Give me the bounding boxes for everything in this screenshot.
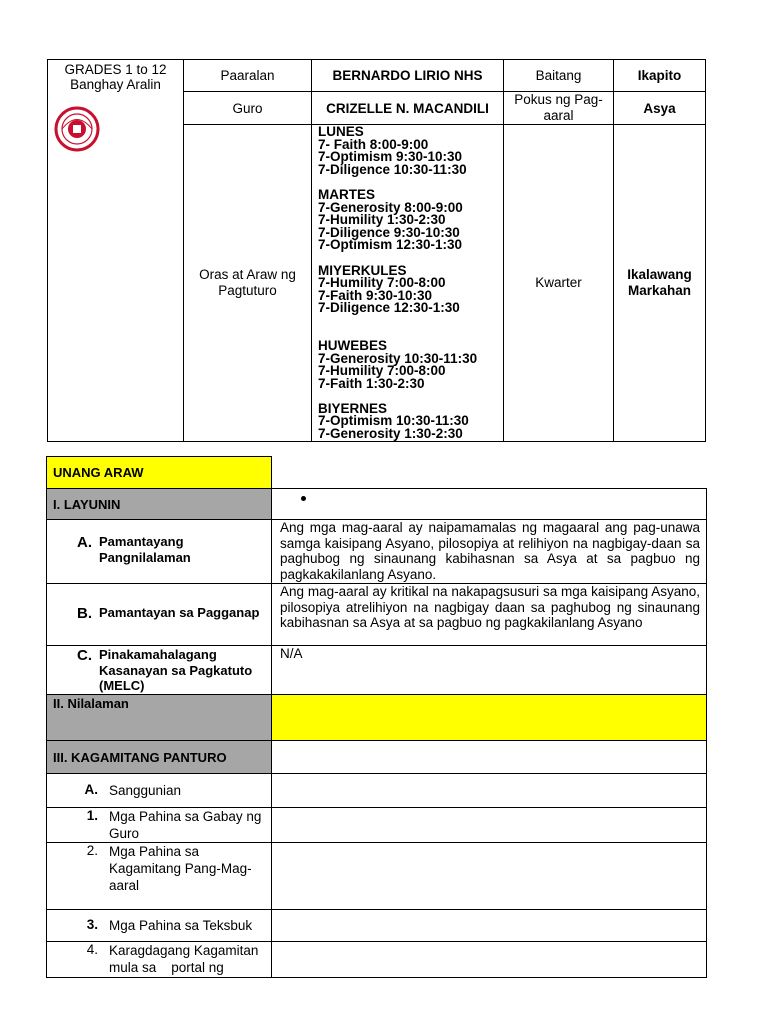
kagamitang-mag-aaral-content	[272, 843, 707, 910]
grades-cell	[48, 60, 184, 442]
letter-a: A.	[77, 534, 92, 551]
item-3-number: 3.	[86, 917, 98, 932]
oras-label: Oras at Araw ng Pagtuturo	[184, 125, 312, 442]
schedule-item: 7- Faith 8:00-9:00	[318, 136, 429, 152]
day-miyerkules: MIYERKULES	[318, 262, 407, 278]
lesson-plan-table	[46, 456, 707, 978]
layunin-content	[272, 489, 707, 520]
letter-a-sanggunian: A.	[84, 782, 98, 797]
paaralan-label: Paaralan	[184, 60, 312, 92]
kagamitan-header: III. KAGAMITANG PANTURO	[47, 741, 272, 774]
bullet-icon	[301, 496, 306, 501]
kagamitan-content	[272, 741, 707, 774]
paaralan-value: BERNARDO LIRIO NHS	[312, 60, 504, 92]
item-4-number: 4.	[86, 942, 98, 957]
schedule-item: 7-Generosity 1:30-2:30	[318, 426, 463, 442]
pokus-label: Pokus ng Pag-aaral	[504, 92, 614, 125]
guro-value: CRIZELLE N. MACANDILI	[312, 92, 504, 125]
melc-text: N/A	[272, 646, 707, 695]
melc-row	[47, 646, 272, 695]
kagamitang-mag-aaral-row	[47, 843, 272, 910]
teksbuk-label: Mga Pahina sa Teksbuk	[109, 918, 253, 933]
day-biyernes: BIYERNES	[318, 400, 388, 416]
baitang-label: Baitang	[504, 60, 614, 92]
item-2-number: 2.	[86, 843, 98, 858]
kwarter-label: Kwarter	[504, 125, 614, 442]
teksbuk-content	[272, 910, 707, 942]
layunin-header: I. LAYUNIN	[47, 489, 272, 520]
karagdagang-kagamitan-content	[272, 942, 707, 978]
schedule-item: 7-Humility 1:30-2:30	[318, 212, 446, 228]
karagdagang-kagamitan-row	[47, 942, 272, 978]
pamantayang-pangnilalaman-row	[47, 520, 272, 584]
pamantayan-sa-pagganap-row	[47, 584, 272, 646]
schedule-cell	[312, 125, 504, 442]
gabay-guro-label: Mga Pahina sa Gabay ng Guro	[109, 809, 262, 841]
schedule-item: 7-Diligence 10:30-11:30	[318, 161, 467, 177]
baitang-value: Ikapito	[614, 60, 706, 92]
pamantayang-pangnilalaman-text: Ang mga mag-aaral ay naipamamalas ng magaaral ang pag-unawa samga kaisipang Asyano, pilosopiya at relihiyon na nagbigay-daan sa paghubog ng sinaunang kabihasnan sa Asya at sa pagbuo ng pagkakakilanlang Asyano.	[272, 520, 707, 584]
item-1-number: 1.	[86, 808, 98, 823]
teksbuk-row	[47, 910, 272, 942]
pamantayang-pangnilalaman-label: Pamantayang Pangnilalaman	[99, 534, 191, 565]
schedule-item: 7-Diligence 9:30-10:30	[318, 224, 460, 240]
gabay-guro-row	[47, 808, 272, 843]
pokus-value: Asya	[614, 92, 706, 125]
pamantayan-sa-pagganap-label: Pamantayan sa Pagganap	[99, 605, 260, 620]
sanggunian-content	[272, 774, 707, 808]
day-lunes: LUNES	[318, 124, 364, 139]
day-martes: MARTES	[318, 186, 375, 202]
day-huwebes: HUWEBES	[318, 337, 388, 353]
schedule-item: 7-Humility 7:00-8:00	[318, 363, 446, 379]
schedule-item: 7-Generosity 10:30-11:30	[318, 350, 478, 366]
schedule-item: 7-Faith 1:30-2:30	[318, 375, 425, 391]
schedule-item: 7-Optimism 12:30-1:30	[318, 237, 463, 253]
schedule-item: 7-Optimism 10:30-11:30	[318, 413, 469, 429]
kwarter-value: Ikalawang Markahan	[614, 125, 706, 442]
schedule-item: 7-Faith 9:30-10:30	[318, 287, 433, 303]
schedule-item: 7-Optimism 9:30-10:30	[318, 149, 463, 165]
letter-b: B.	[77, 605, 92, 622]
schedule-item: 7-Generosity 8:00-9:00	[318, 199, 463, 215]
grades-label: GRADES 1 to 12	[64, 62, 167, 77]
header-table	[47, 59, 706, 442]
pamantayan-sa-pagganap-text: Ang mag-aaral ay kritikal na nakapagsusuri sa mga kaisipang Asyano, pilosopiya atrelihiyon na nagbigay daan sa paghubog ng sinaunang kabihasnan sa Asya at sa pagbuo ng pagkakilanlang Asyano	[272, 584, 707, 646]
banghay-label: Banghay Aralin	[70, 77, 161, 92]
guro-label: Guro	[184, 92, 312, 125]
unang-araw-header: UNANG ARAW	[47, 457, 272, 489]
gabay-guro-content	[272, 808, 707, 843]
sanggunian-row	[47, 774, 272, 808]
schedule-item: 7-Diligence 12:30-1:30	[318, 300, 460, 316]
melc-label: Pinakamahalagang Kasanayan sa Pagkatuto (MELC)	[99, 647, 253, 693]
karagdagang-kagamitan-label: Karagdagang Kagamitan mula sa portal ng	[109, 943, 263, 975]
kagamitang-mag-aaral-label: Mga Pahina sa Kagamitang Pang-Mag-aaral	[109, 844, 252, 893]
letter-c: C.	[77, 647, 92, 664]
schedule-item: 7-Humility 7:00-8:00	[318, 275, 446, 291]
sanggunian-label: Sanggunian	[109, 783, 182, 798]
nilalaman-header: II. Nilalaman	[47, 695, 272, 741]
nilalaman-content	[272, 695, 707, 741]
school-seal-icon	[54, 106, 100, 152]
